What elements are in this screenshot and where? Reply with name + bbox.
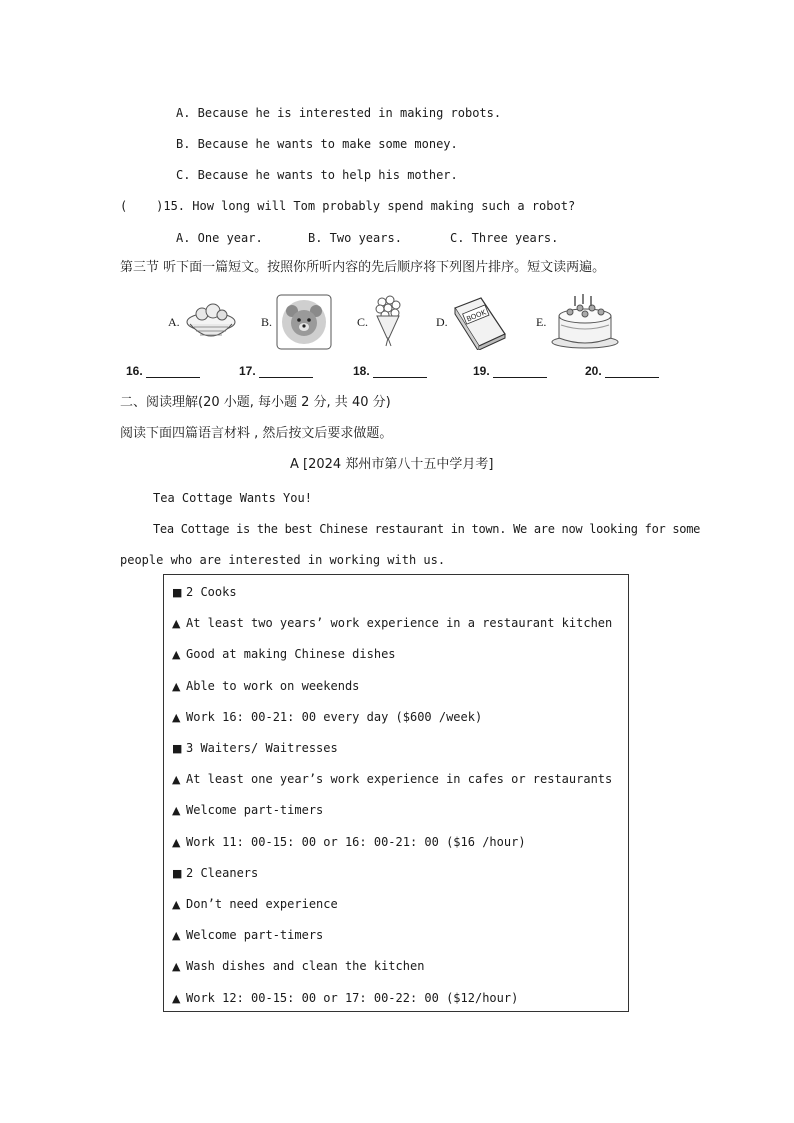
blank-18[interactable]: [353, 364, 427, 378]
triangle-bullet-icon: ▲: [172, 617, 181, 631]
blank-19[interactable]: [473, 364, 547, 378]
job-row-text: Work 16: 00-21: 00 every day ($600 /week): [186, 709, 483, 724]
job-detail-row: [172, 678, 359, 695]
square-bullet-icon: ■: [172, 866, 183, 880]
job-detail-row: [172, 834, 526, 851]
job-category-row: [172, 740, 338, 757]
blank-16[interactable]: [126, 364, 200, 378]
job-listing-box: [163, 574, 629, 1012]
triangle-bullet-icon: ▲: [172, 929, 181, 943]
blank-20[interactable]: [585, 364, 659, 378]
job-detail-row: [172, 771, 612, 788]
part2-instruction: 阅读下面四篇语言材料 , 然后按文后要求做题。: [120, 426, 393, 441]
picture-label-a: A.: [168, 315, 180, 329]
q14-option-c: C. Because he wants to help his mother.: [176, 168, 458, 182]
book-cover-text: BOOK: [465, 308, 488, 324]
job-row-text: Welcome part-timers: [186, 803, 324, 818]
job-row-text: At least two years’ work experience in a restaurant kitchen: [186, 616, 613, 631]
job-row-text: Wash dishes and clean the kitchen: [186, 959, 425, 974]
blank-19-label: 19.: [473, 364, 490, 378]
blank-17[interactable]: [239, 364, 313, 378]
q15-option-a: A. One year.: [176, 231, 263, 245]
passage-intro-line-2: people who are interested in working with us.: [120, 553, 446, 567]
job-row-text: At least one year’s work experience in cafes or restaurants: [186, 772, 613, 787]
triangle-bullet-icon: ▲: [172, 679, 181, 693]
triangle-bullet-icon: ▲: [172, 898, 181, 911]
fruit-basket-icon: [184, 300, 238, 342]
section3-instruction: 第三节 听下面一篇短文。按照你所听内容的先后顺序将下列图片排序。短文读两遍。: [120, 260, 606, 275]
job-detail-row: [172, 709, 482, 726]
job-row-text: 3 Waiters/ Waitresses: [186, 741, 338, 755]
passage-intro-line-1: Tea Cottage is the best Chinese restaurant in town. We are now looking for some: [153, 522, 701, 536]
triangle-bullet-icon: ▲: [172, 835, 181, 849]
flower-bouquet-icon: [372, 294, 404, 348]
q15-option-c: C. Three years.: [450, 231, 559, 245]
passage-title: Tea Cottage Wants You!: [153, 491, 312, 505]
picture-label-b: B.: [261, 315, 273, 329]
book-icon: [451, 296, 509, 350]
job-detail-row: [172, 646, 396, 663]
passage-source: A [2024 郑州市第八十五中学月考]: [290, 457, 494, 472]
blank-16-label: 16.: [126, 364, 143, 378]
blank-18-label: 18.: [353, 364, 370, 378]
picture-label-c: C.: [357, 315, 369, 329]
picture-label-d: D.: [436, 315, 448, 329]
teddy-bear-icon: [276, 294, 332, 350]
q15-text: 15. How long will Tom probably spend making such a robot?: [163, 199, 576, 213]
job-category-row: [172, 865, 258, 882]
triangle-bullet-icon: ▲: [172, 991, 181, 1005]
part2-heading: 二、阅读理解(20 小题, 每小题 2 分, 共 40 分): [120, 395, 391, 410]
job-detail-row: [172, 927, 323, 944]
job-row-text: Work 11: 00-15: 00 or 16: 00-21: 00 ($16 /hour): [186, 834, 526, 849]
birthday-cake-icon: [550, 292, 620, 350]
job-row-text: Welcome part-timers: [186, 928, 324, 943]
job-row-text: Don’t need experience: [186, 897, 338, 911]
job-row-text: Work 12: 00-15: 00 or 17: 00-22: 00 ($12/hour): [186, 990, 519, 1005]
job-row-text: Good at making Chinese dishes: [186, 647, 396, 662]
q15-option-b: B. Two years.: [308, 231, 402, 245]
triangle-bullet-icon: ▲: [172, 773, 181, 787]
triangle-bullet-icon: ▲: [172, 710, 181, 724]
q15-question: [120, 198, 575, 214]
triangle-bullet-icon: ▲: [172, 648, 181, 662]
blank-17-label: 17.: [239, 364, 256, 378]
triangle-bullet-icon: ▲: [172, 804, 181, 818]
q14-option-b: B. Because he wants to make some money.: [176, 137, 458, 151]
job-detail-row: [172, 958, 424, 975]
job-row-text: 2 Cooks: [186, 585, 237, 599]
picture-label-e: E.: [536, 315, 547, 329]
triangle-bullet-icon: ▲: [172, 960, 181, 974]
q14-option-a: A. Because he is interested in making robots.: [176, 106, 502, 120]
blank-20-label: 20.: [585, 364, 602, 378]
square-bullet-icon: ■: [172, 586, 183, 599]
job-row-text: Able to work on weekends: [186, 678, 360, 693]
job-row-text: 2 Cleaners: [186, 865, 259, 880]
job-detail-row: [172, 615, 612, 632]
job-detail-row: [172, 802, 323, 819]
answer-bracket: ( ): [120, 199, 164, 213]
job-category-row: [172, 584, 237, 601]
square-bullet-icon: ■: [172, 742, 183, 755]
job-detail-row: [172, 896, 338, 913]
job-detail-row: [172, 990, 518, 1007]
